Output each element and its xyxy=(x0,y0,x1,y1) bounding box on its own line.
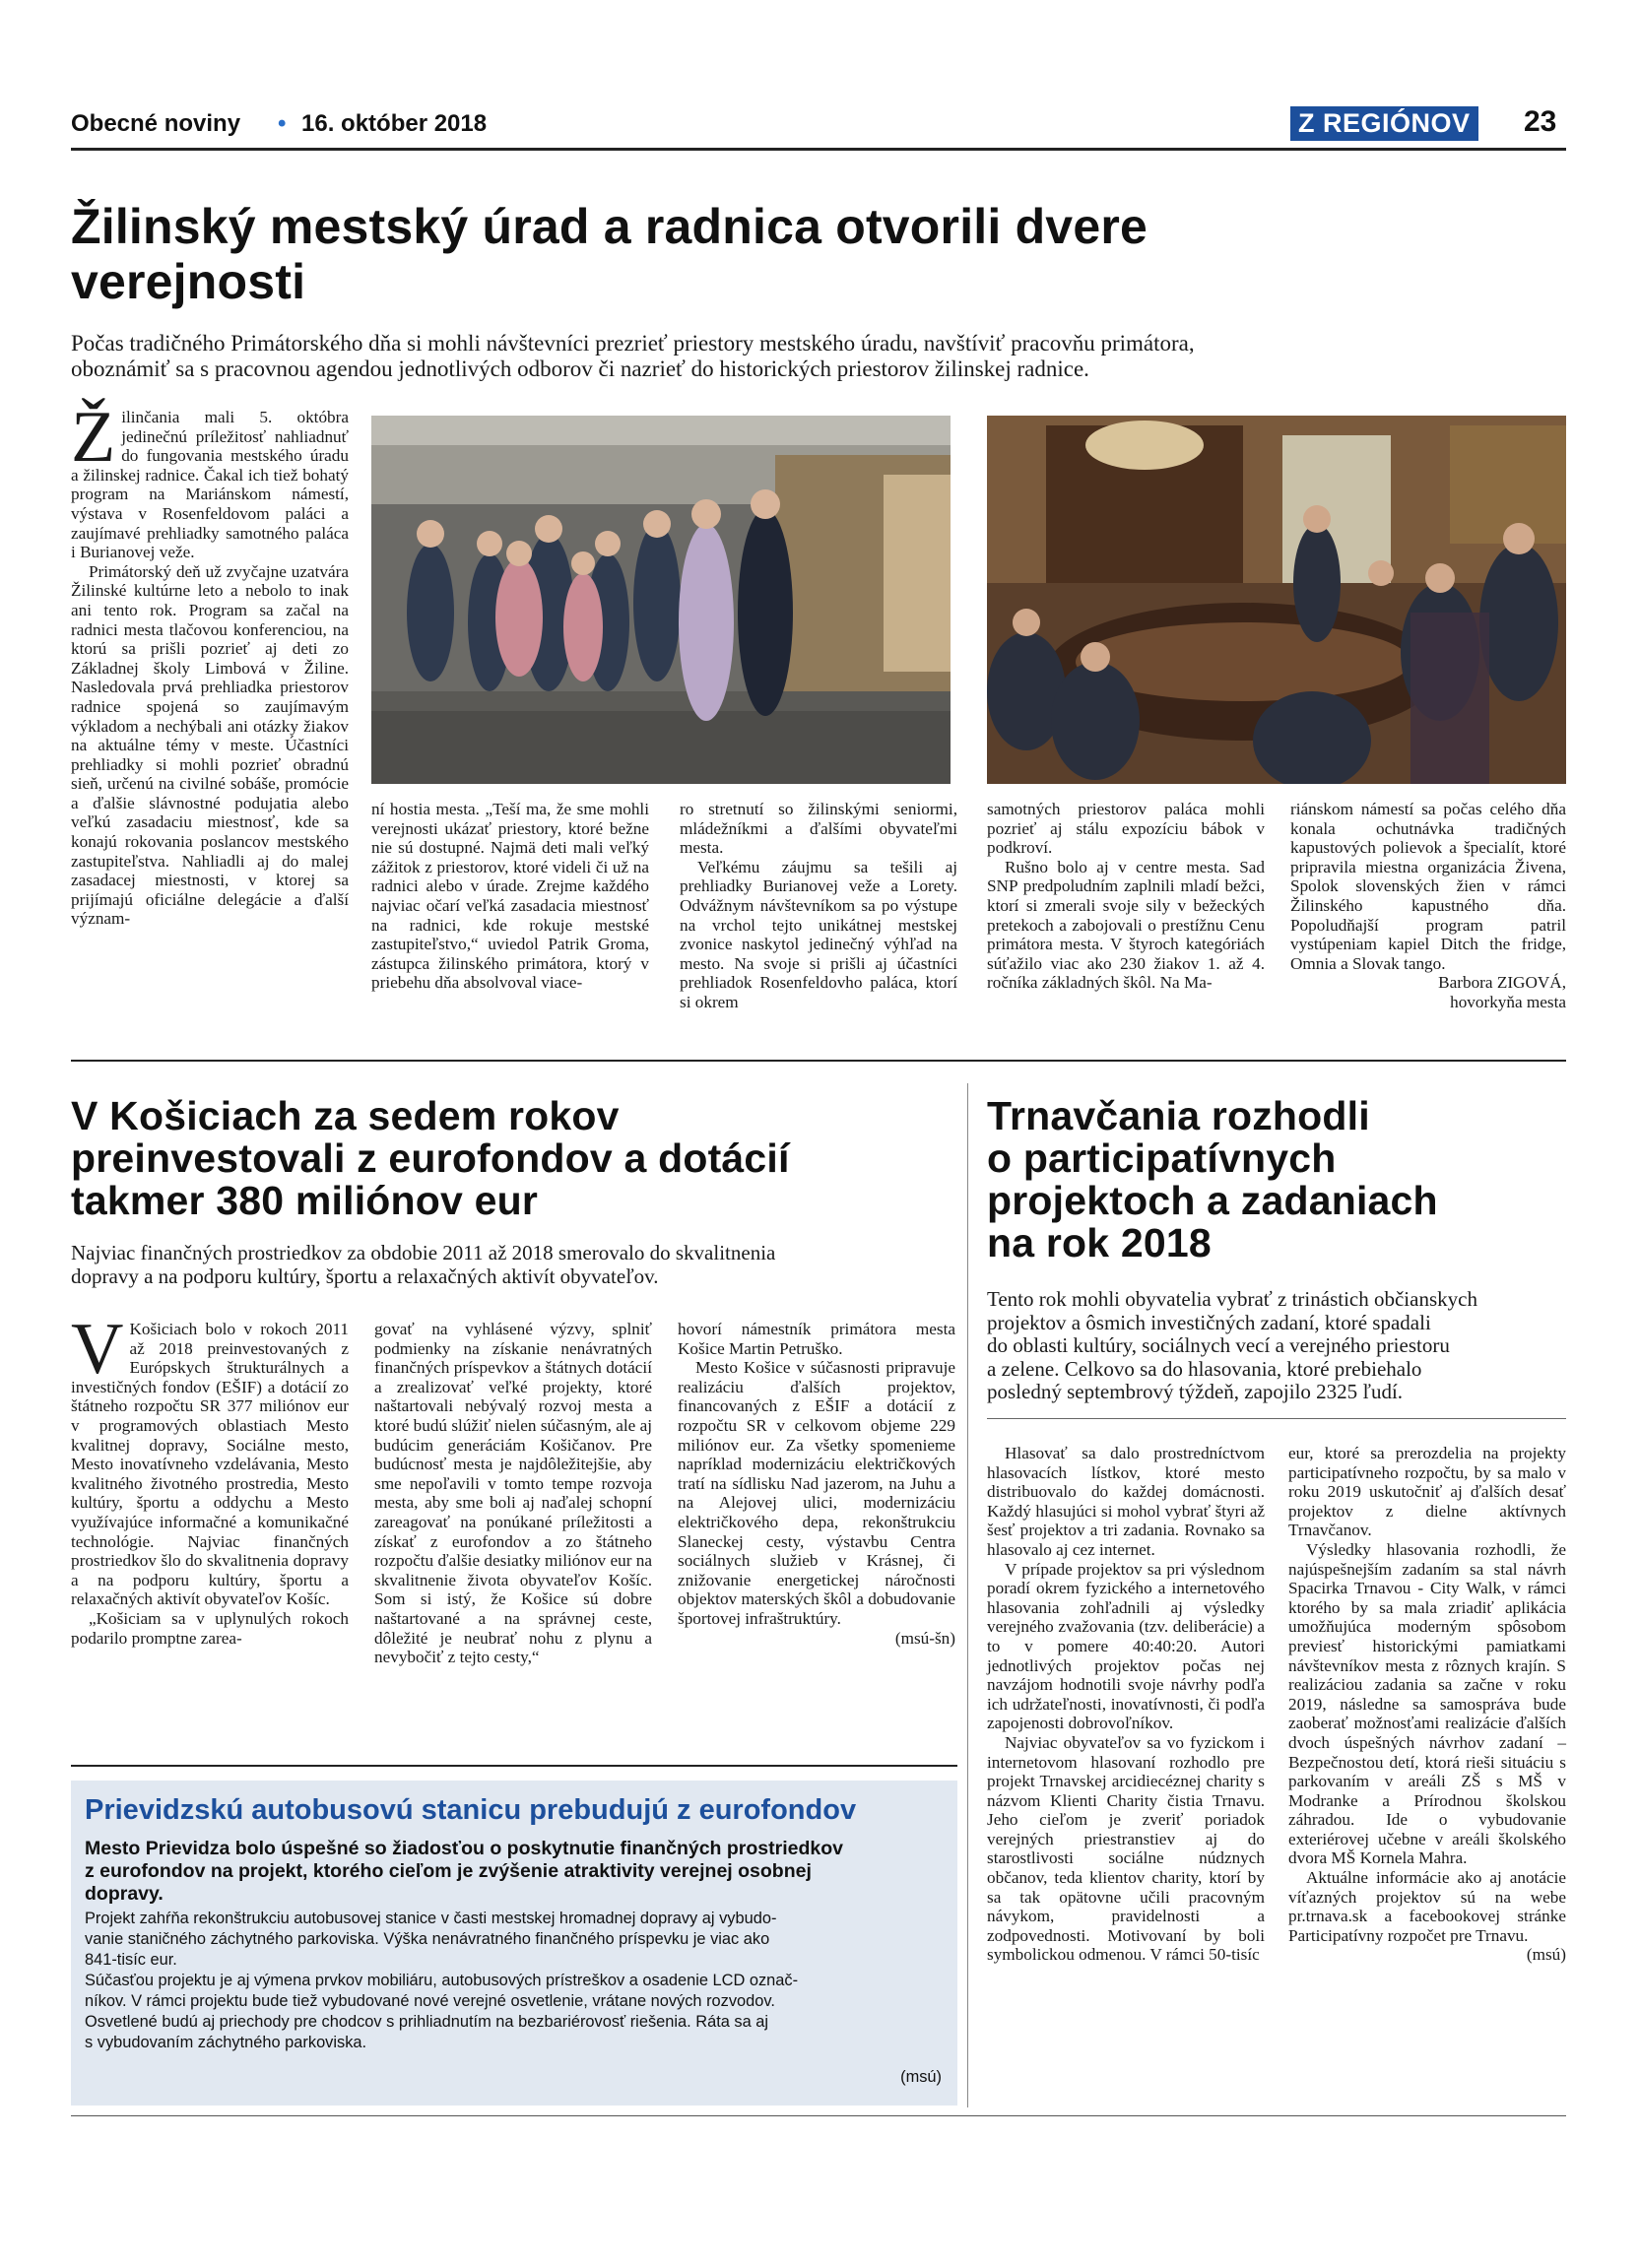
article3-headline-line4: na rok 2018 xyxy=(987,1220,1212,1265)
article3-lead-line1: Tento rok mohli obyvatelia vybrať z trinástich občianskych xyxy=(987,1287,1477,1311)
article1-headline xyxy=(71,199,1548,309)
article2-paragraph: govať na vyhlásené výzvy, splniť podmienky na získanie nenávratných finančných príspevkov a štátnych dotácií a zrealizovať veľké projekty, ktoré naštartovali nebývalý rozvoj mesta a ktoré budú slúžiť nielen súčasným, ale aj budúcim generáciám Košičanov. Pre budúcnosť mesta je najdôležitejšie, aby sme nepoľavili v tomto tempe rozvoja mesta, aby sme boli aj naďalej schopní zareagovať na ponúkané príležitosti a získať z eurofondov a zo štátneho rozpočtu ďalšie desiatky miliónov eur na skvalitnenie života obyvateľov Košíc. Som si istý, že Košice sú dobre naštartované a na správnej ceste, dôležité je neubrať nohu z plynu a nevybočiť z tejto cesty,“ xyxy=(374,1320,652,1667)
article1-headline-line2: verejnosti xyxy=(71,254,306,309)
box-lead-line3: dopravy. xyxy=(85,1883,164,1905)
photo-council-room-image xyxy=(987,416,1566,784)
article1-bottom-rule xyxy=(71,1060,1566,1062)
article3-signature: (msú) xyxy=(1526,1945,1566,1965)
article2-bottom-rule xyxy=(71,1765,957,1767)
article3-paragraph: Hlasovať sa dalo prostredníctvom hlasovacích lístkov, ktoré mesto distribuovalo do každej domácnosti. Každý hlasujúci si mohol vybrať štyri až šesť projektov a tri zadania. Rovnako sa hlasovalo aj cez internet. xyxy=(987,1444,1265,1559)
publication-name: Obecné noviny xyxy=(71,110,241,137)
header-bullet: • xyxy=(278,110,287,137)
article1-column-3 xyxy=(680,800,957,1012)
page-number: 23 xyxy=(1524,105,1557,138)
box-body-line6: Osvetlené budú aj priechody pre chodcov s prihliadnutím na bezbariérovosť riešenia. Ráta sa aj xyxy=(85,2013,769,2031)
column-divider xyxy=(967,1083,968,2107)
box-body-line5: níkov. V rámci projektu bude tiež vybudované nové verejné osvetlenie, vrátane nových rozvodov. xyxy=(85,1992,775,2010)
article3-lead-rule xyxy=(987,1418,1566,1419)
article1-paragraph: Veľkému záujmu sa tešili aj prehliadky Burianovej veže a Lorety. Odvážnym návštevníkom sa po výstupe na vrchol tejto unikátnej mestskej zvonice naskytol jedinečný výhľad na mesto. Na svoje si prišli aj účastníci prehliadok Rosenfeldovho paláca, ktorí si okrem xyxy=(680,857,957,1011)
issue-date: 16. október 2018 xyxy=(301,110,488,137)
article3-headline-line1: Trnavčania rozhodli xyxy=(987,1093,1370,1138)
box-lead xyxy=(85,1838,843,1906)
photo-visitors-corridor-image xyxy=(371,416,951,784)
article3-lead-line5: posledný septembrový týždeň, zapojilo 2325 ľudí. xyxy=(987,1380,1404,1403)
box-body-line4: Súčasťou projektu je aj výmena prvkov mobiliáru, autobusových prístreškov a osadenie LCD označ- xyxy=(85,1972,799,1989)
article3-paragraph: Výsledky hlasovania rozhodli, že najúspešnejším zadaním sa stal návrh Spacirka Trnavou - City Walk, v rámci ktorého by sa mala zriadiť aplikácia umožňujúca moderným spôsobom previesť historickými pamiatkami návštevníkov mesta z rôznych krajín. S realizáciou zadania sa začne v roku 2019, následne sa samospráva bude zaoberať možnosťami realizácie ďalších dvoch úspešných návrhov zadaní – Bezpečnostou detí, ktorá rieši situáciu s parkovaním v areáli ZŠ s MŠ v Modranke a Prírodnou školskou záhradou. Ide o vybudovanie exteriérovej učebne v areáli školského dvora MŠ Kornela Mahra. xyxy=(1288,1539,1566,1868)
article1-dropcap: Ž xyxy=(71,397,116,478)
article3-headline xyxy=(987,1095,1568,1264)
article2-paragraph: „Košiciam sa v uplynulých rokoch podarilo promptne zarea- xyxy=(71,1608,349,1648)
header-rule xyxy=(71,148,1566,151)
box-body-line3: 841-tisíc eur. xyxy=(85,1951,177,1969)
article3-lead-line2: projektov a ôsmich investičných zadaní, ktoré spadali xyxy=(987,1310,1431,1334)
article1-author-role: hovorkyňa mesta xyxy=(1450,992,1566,1011)
article1-lead-line2: oboznámiť sa s pracovnou agendou jednotlivých odborov či nazrieť do historických priestorov žilinskej radnice. xyxy=(71,356,1089,381)
article2-paragraph: Košiciach bolo v rokoch 2011 až 2018 preinvestovaných z Európskych štrukturálnych a investičných fondov (EŠIF) a dotácií zo štátneho rozpočtu SR 377 miliónov eur v programových oblastiach Mesto kvalitnej dopravy, Sociálne mesto, Mesto inovatívneho vzdelávania, Mesto kvalitného životného prostredia, Mesto kultúry, športu a oddychu a Mesto využívajúce informačné a komunikačné technológie. Najviac finančných prostriedkov šlo do skvalitnenia dopravy a na podporu kultúry, športu a relaxačných aktivít obyvateľov Košíc. xyxy=(71,1320,349,1609)
article3-paragraph: eur, ktoré sa prerozdelia na projekty participatívneho rozpočtu, by sa malo v roku 2019 uskutočniť aj ďalších desať projektov z dielne aktívnych Trnavčanov. xyxy=(1288,1444,1566,1540)
article3-lead-line4: a zelene. Celkovo sa do hlasovania, ktoré prebiehalo xyxy=(987,1356,1422,1381)
article1-paragraph: ní hostia mesta. „Teší ma, že sme mohli verejnosti ukázať priestory, ktoré bežne nie sú dostupné. Najmä deti mali veľký zážitok z priestorov, ktoré videli či už na radnici alebo v úrade. Zrejme každého najviac očarí veľká zasadacia miestnosť na radnici, kde rokuje mestské zastupiteľstvo,“ uviedol Patrik Groma, zástupca žilinského primátora, ktorý v priebehu dňa absolvoval viace- xyxy=(371,800,649,993)
article3-paragraph: Aktuálne informácie ako aj anotácie víťazných projektov sú na webe pr.trnava.sk a facebookovej stránke Participatívny rozpočet pre Trnavu. xyxy=(1288,1868,1566,1945)
article3-headline-line3: projektoch a zadaniach xyxy=(987,1178,1438,1223)
article2-lead-line1: Najviac finančných prostriedkov za obdobie 2011 až 2018 smerovalo do skvalitnenia xyxy=(71,1241,776,1264)
article1-paragraph: Primátorský deň už zvyčajne uzatvára Žilinské kultúrne leto a nebolo to inak ani tento rok. Program sa začal na radnici mesta tlačovou konferenciou, na ktorú sa prišli pozrieť aj deti zo Základnej školy Limbová v Žiline. Nasledovala prvá prehliadka priestorov radnice spojená so zaujímavým výkladom a nechýbali ani otázky žiakov na aktuálne témy v meste. Účastníci prehliadky si mohli pozrieť obradnú sieň, určenú na civilné sobáše, promócie a ďalšie slávnostné podujatia alebo veľkú zasadaciu miestnosť, kde sa konajú rokovania poslancov mestského zastupiteľstva. Nahliadli aj do malej zasadacej miestnosti, v ktorej sa prijímajú oficiálne delegácie a ďalší význam- xyxy=(71,561,349,929)
box-body-line7: s vybudovaním záchytného parkoviska. xyxy=(85,2034,367,2051)
article1-column-1 xyxy=(71,397,349,1038)
article2-paragraph: hovorí námestník primátora mesta Košice Martin Petruško. xyxy=(678,1320,955,1358)
box-body-line2: vanie staničného záchytného parkoviska. Výška nenávratného finančného príspevku je viac ako xyxy=(85,1930,770,1948)
box-title: Prievidzskú autobusovú stanicu prebudujú z eurofondov xyxy=(85,1794,857,1826)
article2-lead xyxy=(71,1241,977,1288)
article3-paragraph: V prípade projektov sa pri výslednom poradí okrem fyzického a internetového hlasovania zohľadnili aj výsledky verejného zvažovania (tzv. deliberácie) a to v pomere 40:40:20. Autori jednotlivých projektov počas nej navzájom hodnotili svoje návrhy podľa ich udržateľnosti, inovatívnosti, či podľa zapojenosti dobrovoľníkov. xyxy=(987,1559,1265,1733)
photo-council-room xyxy=(987,416,1566,784)
article1-paragraph: ro stretnutí so žilinskými seniormi, mládežníkmi a ďalšími obyvateľmi mesta. xyxy=(680,800,957,858)
photo-visitors-corridor xyxy=(371,416,951,784)
section-label: Z REGIÓNOV xyxy=(1290,106,1478,141)
article1-column-4 xyxy=(987,800,1265,993)
article2-headline-line3: takmer 380 miliónov eur xyxy=(71,1178,539,1223)
article1-paragraph: Rušno bolo aj v centre mesta. Sad SNP predpoludním zaplnili mladí bežci, ktorí si zmerali svoje sily v bežeckých pretekoch a zabojovali o prestížnu Cenu primátora mesta. V štyroch kategóriách súťažilo viac ako 230 žiakov 1. až 4. ročníka základných škôl. Na Ma- xyxy=(987,857,1265,993)
article2-headline xyxy=(71,1095,977,1222)
article1-paragraph: samotných priestorov paláca mohli pozrieť aj stálu expozíciu bábok v podkroví. xyxy=(987,800,1265,858)
article1-author-name: Barbora ZIGOVÁ, xyxy=(1438,973,1566,993)
article1-paragraph: ilinčania mali 5. októbra jedinečnú príležitosť nahliadnuť do fungovania mestského úradu a žilinskej radnice. Čakal ich tiež bohatý program na Mariánskom námestí, výstava v Rosenfeldovom paláci a zaujímavé prehliadky samotného paláca i Burianovej veže. xyxy=(71,408,349,562)
article3-lead-line3: do oblasti kultúry, sociálnych vecí a verejného priestoru xyxy=(987,1333,1450,1357)
article2-column-1 xyxy=(71,1309,349,1648)
article2-paragraph: Mesto Košice v súčasnosti pripravuje realizáciu ďalších projektov, financovaných z EŠIF a dotácií z rozpočtu SR v celkovom objeme 229 miliónov eur. Za všetky spomenieme napríklad modernizáciu električkových tratí na sídlisku Nad jazerom, na Juhu a na Alejovej ulici, modernizáciu električkového depa, rekonštrukciu Slaneckej cesty, výstavbu Centra sociálnych služieb v Krásnej, či znižovanie energetickej náročnosti objektov materských škôl a dobudovanie športovej infraštruktúry. xyxy=(678,1358,955,1628)
article2-column-2 xyxy=(374,1320,652,1667)
box-signature: (msú) xyxy=(900,2068,942,2086)
article2-lead-line2: dopravy a na podporu kultúry, športu a relaxačných aktivít obyvateľov. xyxy=(71,1264,659,1288)
article3-paragraph: Najviac obyvateľov sa vo fyzickom i internetovom hlasovaní rozhodlo pre projekt Trnavskej arcidiecéznej charity s názvom Klienti Charity čistia Trnavu. Jeho cieľom je zveriť poriadok verejných priestranstiev aj do starostlivosti sociálne núdznych občanov, teda klientov charity, ktorí by sa tak opätovne učili pracovným návykom, pravidelnosti a zodpovednosti. Motivovaní by boli symbolickou odmenou. V rámci 50-tisíc xyxy=(987,1732,1265,1965)
article1-paragraph: riánskom námestí sa počas celého dňa konala ochutnávka tradičných kapustových polievok a špecialít, ktoré pripravila miestna organizácia Živena, Spolok slovenských žien v rámci Žilinského kapustného dňa. Popoludňajší program patril vystúpeniam kapiel Ditch the fridge, Omnia a Slovak tango. xyxy=(1290,800,1566,973)
article2-dropcap: V xyxy=(71,1309,124,1390)
running-header xyxy=(71,105,1568,144)
article3-headline-line2: o participatívnych xyxy=(987,1135,1337,1181)
box-body-line1: Projekt zahŕňa rekonštrukciu autobusovej stanice v časti mestskej hromadnej dopravy aj vybudo- xyxy=(85,1910,777,1927)
article2-signature: (msú-šn) xyxy=(894,1628,955,1648)
box-body xyxy=(85,1909,798,2053)
box-lead-line1: Mesto Prievidza bolo úspešné so žiadosťou o poskytnutie finančných prostriedkov xyxy=(85,1838,843,1859)
article1-lead-line1: Počas tradičného Primátorského dňa si mohli návštevníci prezrieť priestory mestského úradu, navštíviť pracovňu primátora, xyxy=(71,331,1195,356)
article3-lead xyxy=(987,1288,1568,1404)
article1-column-2 xyxy=(371,800,649,993)
article2-column-3 xyxy=(678,1320,955,1648)
article1-lead xyxy=(71,331,1568,382)
article3-column-2 xyxy=(1288,1444,1566,1965)
article2-headline-line2: preinvestovali z eurofondov a dotácií xyxy=(71,1135,790,1181)
article1-headline-line1: Žilinský mestský úrad a radnica otvorili dvere xyxy=(71,199,1148,254)
page-bottom-rule xyxy=(71,2115,1566,2116)
article2-headline-line1: V Košiciach za sedem rokov xyxy=(71,1093,620,1138)
prievidza-news-box xyxy=(71,1781,957,2106)
box-lead-line2: z eurofondov na projekt, ktorého cieľom je zvýšenie atraktivity verejnej osobnej xyxy=(85,1860,812,1882)
article3-column-1 xyxy=(987,1444,1265,1965)
article1-column-5 xyxy=(1290,800,1566,1012)
